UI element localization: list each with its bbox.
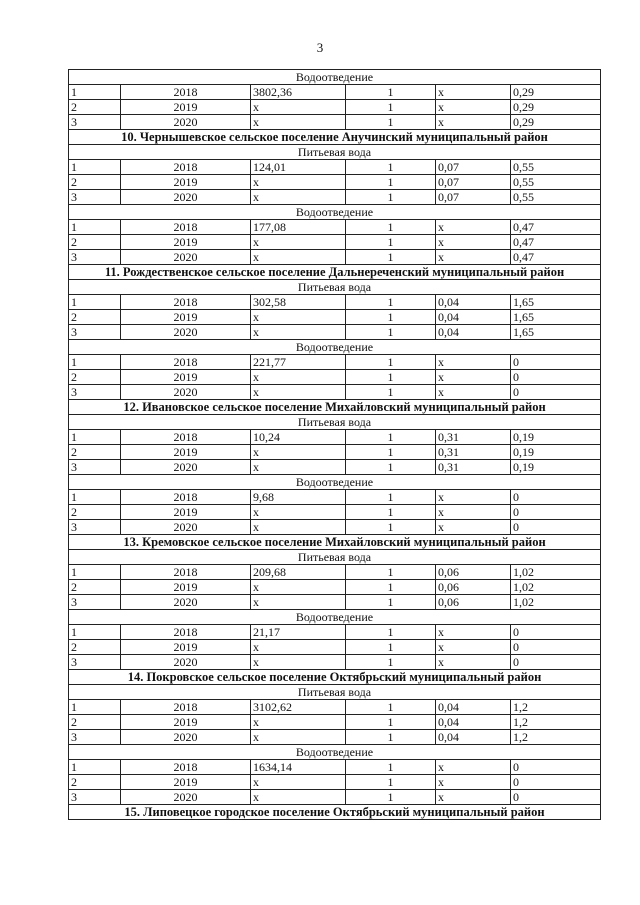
row-number-cell: 1: [69, 490, 121, 505]
coefficient-cell: 0,06: [436, 580, 511, 595]
base-value-cell: x: [251, 175, 346, 190]
year-cell: 2020: [121, 655, 251, 670]
coefficient-cell: x: [436, 655, 511, 670]
base-value-cell: x: [251, 250, 346, 265]
index-cell: 1: [346, 250, 436, 265]
coefficient-cell: x: [436, 490, 511, 505]
table-row: [69, 625, 601, 640]
base-value-cell: 21,17: [251, 625, 346, 640]
table-row: [69, 730, 601, 745]
service-header-row: [69, 475, 601, 490]
table-row: [69, 295, 601, 310]
table-row: [69, 190, 601, 205]
year-cell: 2019: [121, 775, 251, 790]
base-value-cell: x: [251, 235, 346, 250]
settlement-title: 13. Кремовское сельское поселение Михайловский муниципальный район: [69, 535, 601, 550]
row-number-cell: 3: [69, 595, 121, 610]
year-cell: 2019: [121, 445, 251, 460]
base-value-cell: x: [251, 790, 346, 805]
year-cell: 2018: [121, 295, 251, 310]
table-row: [69, 430, 601, 445]
rate-cell: 1,2: [511, 700, 601, 715]
index-cell: 1: [346, 115, 436, 130]
coefficient-cell: 0,06: [436, 595, 511, 610]
index-cell: 1: [346, 775, 436, 790]
service-title: Питьевая вода: [69, 145, 601, 160]
settlement-header-row: [69, 535, 601, 550]
coefficient-cell: x: [436, 760, 511, 775]
row-number-cell: 1: [69, 625, 121, 640]
table-row: [69, 235, 601, 250]
table-row: [69, 565, 601, 580]
year-cell: 2018: [121, 625, 251, 640]
year-cell: 2018: [121, 160, 251, 175]
rate-cell: 0,55: [511, 175, 601, 190]
coefficient-cell: x: [436, 235, 511, 250]
rate-cell: 0,29: [511, 85, 601, 100]
row-number-cell: 2: [69, 445, 121, 460]
base-value-cell: x: [251, 715, 346, 730]
year-cell: 2019: [121, 370, 251, 385]
row-number-cell: 2: [69, 310, 121, 325]
table-row: [69, 445, 601, 460]
index-cell: 1: [346, 445, 436, 460]
rate-cell: 0: [511, 385, 601, 400]
service-header-row: [69, 70, 601, 85]
table-row: [69, 490, 601, 505]
index-cell: 1: [346, 310, 436, 325]
row-number-cell: 2: [69, 640, 121, 655]
service-title: Водоотведение: [69, 205, 601, 220]
table-row: [69, 250, 601, 265]
row-number-cell: 1: [69, 430, 121, 445]
index-cell: 1: [346, 595, 436, 610]
service-title: Питьевая вода: [69, 280, 601, 295]
index-cell: 1: [346, 580, 436, 595]
coefficient-cell: 0,07: [436, 175, 511, 190]
coefficient-cell: x: [436, 385, 511, 400]
base-value-cell: x: [251, 580, 346, 595]
coefficient-cell: x: [436, 520, 511, 535]
coefficient-cell: 0,04: [436, 310, 511, 325]
rate-cell: 0: [511, 505, 601, 520]
row-number-cell: 2: [69, 370, 121, 385]
base-value-cell: x: [251, 655, 346, 670]
service-title: Питьевая вода: [69, 685, 601, 700]
index-cell: 1: [346, 100, 436, 115]
year-cell: 2018: [121, 565, 251, 580]
service-title: Водоотведение: [69, 610, 601, 625]
index-cell: 1: [346, 235, 436, 250]
row-number-cell: 2: [69, 100, 121, 115]
year-cell: 2018: [121, 700, 251, 715]
coefficient-cell: x: [436, 775, 511, 790]
base-value-cell: x: [251, 100, 346, 115]
base-value-cell: x: [251, 190, 346, 205]
table-row: [69, 460, 601, 475]
coefficient-cell: 0,04: [436, 730, 511, 745]
row-number-cell: 2: [69, 235, 121, 250]
year-cell: 2020: [121, 250, 251, 265]
year-cell: 2019: [121, 640, 251, 655]
service-title: Питьевая вода: [69, 415, 601, 430]
table-row: [69, 520, 601, 535]
index-cell: 1: [346, 220, 436, 235]
year-cell: 2019: [121, 580, 251, 595]
settlement-header-row: [69, 400, 601, 415]
row-number-cell: 2: [69, 775, 121, 790]
settlement-header-row: [69, 805, 601, 820]
table-row: [69, 580, 601, 595]
rate-cell: 0: [511, 490, 601, 505]
coefficient-cell: 0,31: [436, 430, 511, 445]
base-value-cell: x: [251, 595, 346, 610]
year-cell: 2020: [121, 460, 251, 475]
coefficient-cell: x: [436, 115, 511, 130]
rate-cell: 1,65: [511, 295, 601, 310]
row-number-cell: 1: [69, 760, 121, 775]
base-value-cell: 221,77: [251, 355, 346, 370]
coefficient-cell: x: [436, 220, 511, 235]
table-row: [69, 370, 601, 385]
index-cell: 1: [346, 175, 436, 190]
table-row: [69, 505, 601, 520]
index-cell: 1: [346, 790, 436, 805]
coefficient-cell: x: [436, 100, 511, 115]
coefficient-cell: x: [436, 370, 511, 385]
row-number-cell: 3: [69, 730, 121, 745]
rate-cell: 0: [511, 760, 601, 775]
row-number-cell: 1: [69, 565, 121, 580]
coefficient-cell: 0,31: [436, 460, 511, 475]
year-cell: 2018: [121, 430, 251, 445]
table-row: [69, 640, 601, 655]
rate-cell: 1,2: [511, 730, 601, 745]
settlement-header-row: [69, 130, 601, 145]
service-header-row: [69, 610, 601, 625]
year-cell: 2020: [121, 325, 251, 340]
table-row: [69, 85, 601, 100]
index-cell: 1: [346, 160, 436, 175]
row-number-cell: 3: [69, 325, 121, 340]
rate-cell: 0: [511, 370, 601, 385]
index-cell: 1: [346, 625, 436, 640]
coefficient-cell: 0,04: [436, 700, 511, 715]
year-cell: 2020: [121, 790, 251, 805]
index-cell: 1: [346, 505, 436, 520]
year-cell: 2020: [121, 520, 251, 535]
base-value-cell: x: [251, 640, 346, 655]
index-cell: 1: [346, 460, 436, 475]
index-cell: 1: [346, 190, 436, 205]
service-title: Водоотведение: [69, 475, 601, 490]
rate-cell: 0,47: [511, 220, 601, 235]
service-title: Водоотведение: [69, 70, 601, 85]
table-row: [69, 160, 601, 175]
rate-cell: 1,02: [511, 595, 601, 610]
coefficient-cell: 0,04: [436, 715, 511, 730]
rate-cell: 0: [511, 625, 601, 640]
service-title: Водоотведение: [69, 745, 601, 760]
base-value-cell: x: [251, 730, 346, 745]
index-cell: 1: [346, 715, 436, 730]
tariff-table: [68, 69, 601, 820]
table-row: [69, 325, 601, 340]
index-cell: 1: [346, 520, 436, 535]
year-cell: 2018: [121, 490, 251, 505]
coefficient-cell: x: [436, 505, 511, 520]
rate-cell: 0: [511, 520, 601, 535]
coefficient-cell: 0,07: [436, 190, 511, 205]
row-number-cell: 2: [69, 715, 121, 730]
rate-cell: 0,19: [511, 460, 601, 475]
index-cell: 1: [346, 565, 436, 580]
year-cell: 2019: [121, 235, 251, 250]
service-header-row: [69, 280, 601, 295]
table-row: [69, 310, 601, 325]
year-cell: 2020: [121, 190, 251, 205]
year-cell: 2019: [121, 100, 251, 115]
row-number-cell: 1: [69, 355, 121, 370]
row-number-cell: 3: [69, 520, 121, 535]
coefficient-cell: x: [436, 790, 511, 805]
index-cell: 1: [346, 700, 436, 715]
row-number-cell: 3: [69, 460, 121, 475]
index-cell: 1: [346, 385, 436, 400]
coefficient-cell: 0,31: [436, 445, 511, 460]
year-cell: 2018: [121, 220, 251, 235]
settlement-title: 10. Чернышевское сельское поселение Анучинский муниципальный район: [69, 130, 601, 145]
row-number-cell: 3: [69, 190, 121, 205]
rate-cell: 0,47: [511, 250, 601, 265]
base-value-cell: x: [251, 505, 346, 520]
service-header-row: [69, 415, 601, 430]
base-value-cell: 9,68: [251, 490, 346, 505]
rate-cell: 0,19: [511, 445, 601, 460]
year-cell: 2019: [121, 310, 251, 325]
year-cell: 2018: [121, 760, 251, 775]
year-cell: 2020: [121, 730, 251, 745]
rate-cell: 0,47: [511, 235, 601, 250]
row-number-cell: 2: [69, 175, 121, 190]
year-cell: 2018: [121, 85, 251, 100]
row-number-cell: 1: [69, 295, 121, 310]
row-number-cell: 1: [69, 700, 121, 715]
table-row: [69, 355, 601, 370]
base-value-cell: x: [251, 460, 346, 475]
table-row: [69, 700, 601, 715]
coefficient-cell: x: [436, 250, 511, 265]
index-cell: 1: [346, 640, 436, 655]
base-value-cell: x: [251, 310, 346, 325]
settlement-title: 12. Ивановское сельское поселение Михайловский муниципальный район: [69, 400, 601, 415]
rate-cell: 0: [511, 355, 601, 370]
base-value-cell: x: [251, 115, 346, 130]
rate-cell: 1,2: [511, 715, 601, 730]
index-cell: 1: [346, 370, 436, 385]
row-number-cell: 3: [69, 790, 121, 805]
table-row: [69, 175, 601, 190]
rate-cell: 0,29: [511, 100, 601, 115]
service-title: Питьевая вода: [69, 550, 601, 565]
table-row: [69, 115, 601, 130]
row-number-cell: 3: [69, 115, 121, 130]
base-value-cell: 209,68: [251, 565, 346, 580]
base-value-cell: 177,08: [251, 220, 346, 235]
base-value-cell: x: [251, 775, 346, 790]
rate-cell: 0,19: [511, 430, 601, 445]
rate-cell: 1,65: [511, 325, 601, 340]
rate-cell: 0: [511, 655, 601, 670]
coefficient-cell: 0,04: [436, 295, 511, 310]
year-cell: 2020: [121, 595, 251, 610]
year-cell: 2019: [121, 175, 251, 190]
settlement-title: 11. Рождественское сельское поселение Дальнереченский муниципальный район: [69, 265, 601, 280]
coefficient-cell: 0,06: [436, 565, 511, 580]
base-value-cell: x: [251, 520, 346, 535]
row-number-cell: 3: [69, 655, 121, 670]
table-row: [69, 655, 601, 670]
rate-cell: 0,55: [511, 190, 601, 205]
settlement-header-row: [69, 670, 601, 685]
settlement-title: 14. Покровское сельское поселение Октябрьский муниципальный район: [69, 670, 601, 685]
page-number: 3: [316, 40, 324, 55]
base-value-cell: x: [251, 325, 346, 340]
rate-cell: 1,02: [511, 565, 601, 580]
year-cell: 2019: [121, 715, 251, 730]
rate-cell: 1,65: [511, 310, 601, 325]
rate-cell: 0: [511, 640, 601, 655]
rate-cell: 0: [511, 790, 601, 805]
index-cell: 1: [346, 85, 436, 100]
table-row: [69, 775, 601, 790]
year-cell: 2020: [121, 115, 251, 130]
table-row: [69, 385, 601, 400]
index-cell: 1: [346, 325, 436, 340]
index-cell: 1: [346, 730, 436, 745]
rate-cell: 1,02: [511, 580, 601, 595]
service-header-row: [69, 205, 601, 220]
settlement-title: 15. Липовецкое городское поселение Октябрьский муниципальный район: [69, 805, 601, 820]
base-value-cell: 1634,14: [251, 760, 346, 775]
row-number-cell: 3: [69, 250, 121, 265]
index-cell: 1: [346, 760, 436, 775]
table-row: [69, 715, 601, 730]
service-header-row: [69, 145, 601, 160]
coefficient-cell: x: [436, 640, 511, 655]
coefficient-cell: x: [436, 355, 511, 370]
table-row: [69, 100, 601, 115]
base-value-cell: 10,24: [251, 430, 346, 445]
table-row: [69, 790, 601, 805]
index-cell: 1: [346, 295, 436, 310]
row-number-cell: 1: [69, 85, 121, 100]
table-row: [69, 595, 601, 610]
base-value-cell: x: [251, 445, 346, 460]
year-cell: 2018: [121, 355, 251, 370]
coefficient-cell: 0,04: [436, 325, 511, 340]
coefficient-cell: x: [436, 625, 511, 640]
service-header-row: [69, 685, 601, 700]
row-number-cell: 2: [69, 580, 121, 595]
row-number-cell: 2: [69, 505, 121, 520]
index-cell: 1: [346, 355, 436, 370]
coefficient-cell: x: [436, 85, 511, 100]
rate-cell: 0,29: [511, 115, 601, 130]
service-header-row: [69, 550, 601, 565]
rate-cell: 0,55: [511, 160, 601, 175]
table-row: [69, 220, 601, 235]
row-number-cell: 3: [69, 385, 121, 400]
coefficient-cell: 0,07: [436, 160, 511, 175]
base-value-cell: 3802,36: [251, 85, 346, 100]
base-value-cell: 302,58: [251, 295, 346, 310]
row-number-cell: 1: [69, 160, 121, 175]
index-cell: 1: [346, 430, 436, 445]
service-header-row: [69, 340, 601, 355]
settlement-header-row: [69, 265, 601, 280]
base-value-cell: x: [251, 370, 346, 385]
service-title: Водоотведение: [69, 340, 601, 355]
index-cell: 1: [346, 490, 436, 505]
row-number-cell: 1: [69, 220, 121, 235]
table-row: [69, 760, 601, 775]
index-cell: 1: [346, 655, 436, 670]
tariff-table-body: [69, 70, 601, 820]
year-cell: 2019: [121, 505, 251, 520]
base-value-cell: x: [251, 385, 346, 400]
service-header-row: [69, 745, 601, 760]
year-cell: 2020: [121, 385, 251, 400]
base-value-cell: 3102,62: [251, 700, 346, 715]
base-value-cell: 124,01: [251, 160, 346, 175]
rate-cell: 0: [511, 775, 601, 790]
